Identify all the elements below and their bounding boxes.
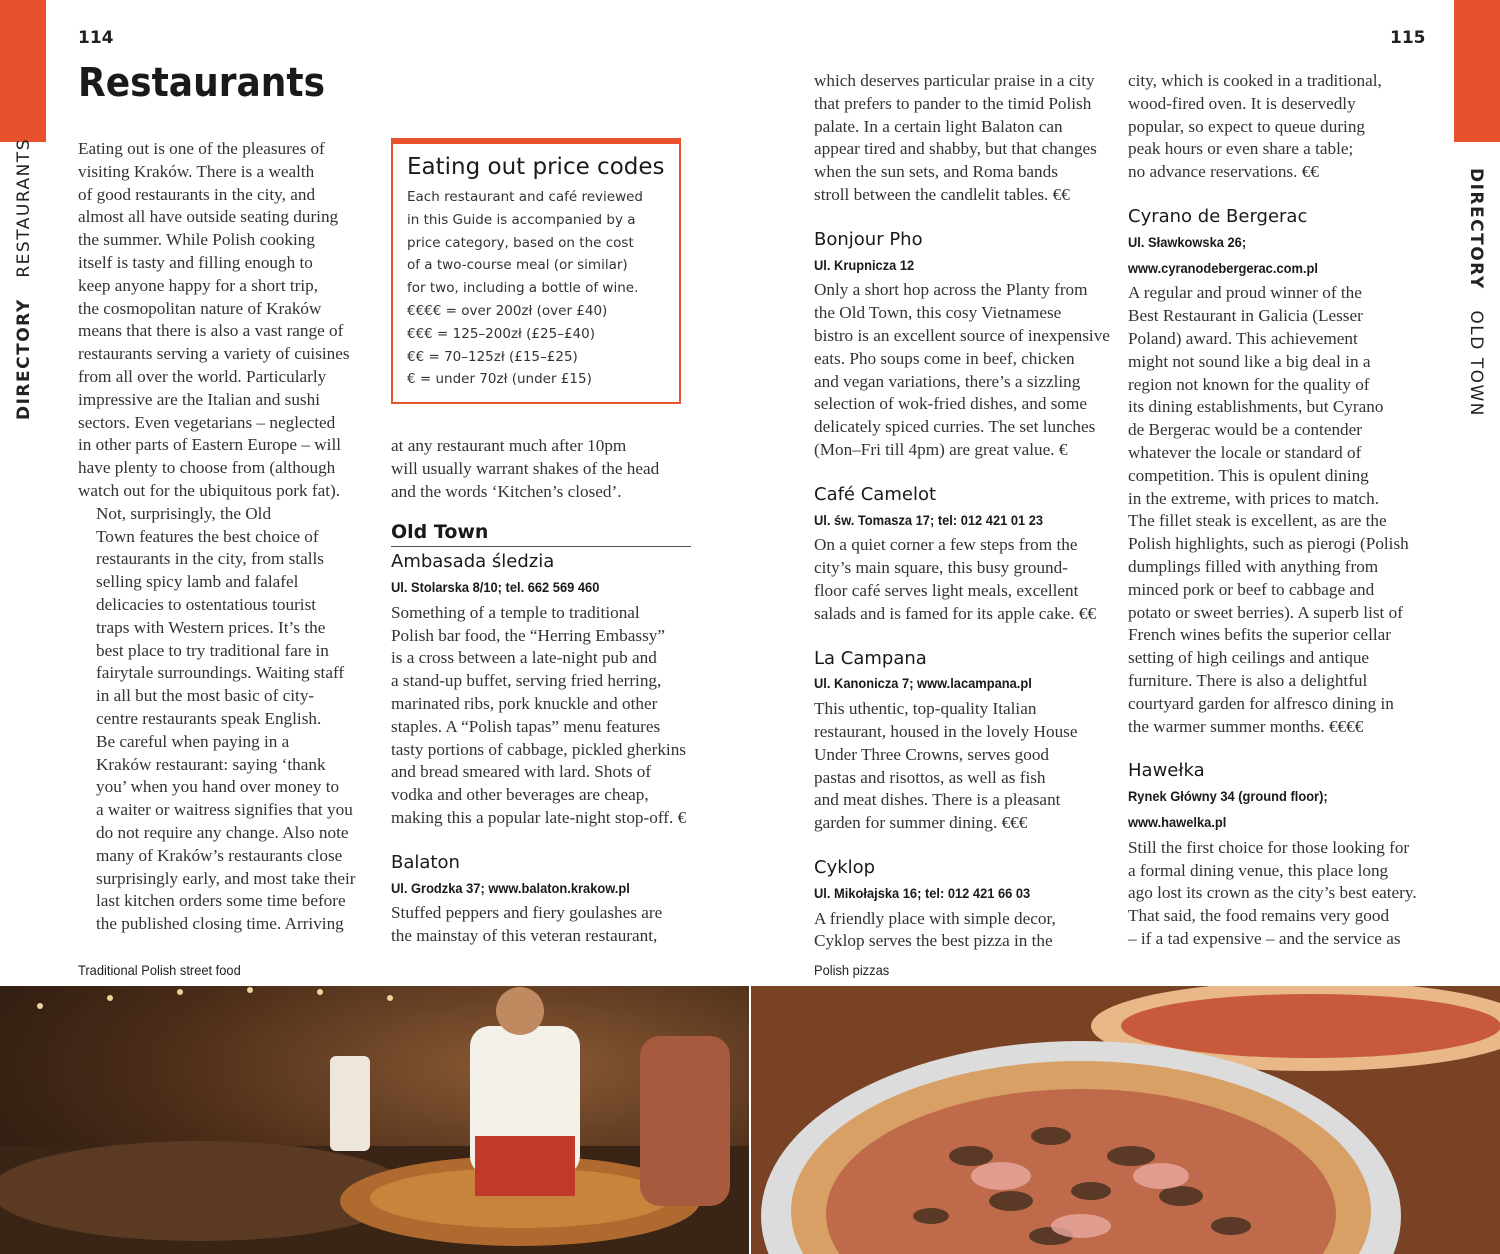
text-line: best place to try traditional fare in: [96, 640, 329, 660]
column-3-intro: [814, 70, 1114, 207]
restaurant-text-cyrano: [1128, 282, 1428, 738]
text-line: the Old Town, this cosy Vietnamese: [814, 303, 1062, 323]
restaurant-name-balaton: Balaton: [391, 851, 460, 873]
page-number-right: 115: [1390, 28, 1426, 48]
text-line: fairytale surroundings. Waiting staff: [96, 663, 345, 683]
right-tab-marker: [1454, 0, 1500, 142]
column-4-intro: [1128, 70, 1428, 184]
text-line: restaurants in the city, from stalls: [96, 549, 324, 569]
column-4: [1128, 70, 1428, 951]
column-1: [78, 138, 373, 936]
side-label-left: [14, 138, 34, 420]
text-line: for two, including a bottle of wine.: [407, 280, 639, 297]
text-line: minced pork or beef to cabbage and: [1128, 579, 1375, 599]
text-line: garden for summer dining. €€€: [814, 813, 1028, 833]
text-line: keep anyone happy for a short trip,: [78, 275, 319, 295]
restaurant-address-la-campana: Ul. Kanonicza 7; www.lacampana.pl: [814, 675, 1032, 692]
text-line: in this Guide is accompanied by a: [407, 211, 636, 228]
side-label-right-bold: DIRECTORY: [1466, 168, 1486, 290]
text-line: will usually warrant shakes of the head: [391, 458, 660, 478]
text-line: Polish bar food, the “Herring Embassy”: [391, 625, 665, 645]
text-line: impressive are the Italian and sushi: [78, 389, 320, 409]
restaurant-name-ambasada: Ambasada śledzia: [391, 551, 555, 573]
text-line: the mainstay of this veteran restaurant,: [391, 926, 658, 946]
text-line: staples. A “Polish tapas” menu features: [391, 716, 661, 736]
text-line: the summer. While Polish cooking: [78, 230, 315, 250]
restaurant-address-balaton: Ul. Grodzka 37; www.balaton.krakow.pl: [391, 879, 630, 896]
restaurant-name-bonjour-pho: Bonjour Pho: [814, 228, 923, 250]
text-line: stroll between the candlelit tables. €€: [814, 184, 1070, 204]
text-line: Stuffed peppers and fiery goulashes are: [391, 903, 663, 923]
side-label-left-bold: DIRECTORY: [14, 298, 34, 420]
price-codes-lines: [407, 186, 665, 391]
text-line: Be careful when paying in a: [96, 731, 290, 751]
text-line: sectors. Even vegetarians – neglected: [78, 412, 336, 432]
text-line: Each restaurant and café reviewed: [407, 189, 644, 205]
text-line: and meat dishes. There is a pleasant: [814, 790, 1061, 810]
text-line: vodka and other beverages are cheap,: [391, 785, 649, 805]
restaurant-website-hawelka: www.hawelka.pl: [1128, 813, 1227, 830]
text-line: pastas and risottos, as well as fish: [814, 767, 1046, 787]
side-label-right: [1466, 168, 1486, 417]
text-line: That said, the food remains very good: [1128, 906, 1390, 926]
text-line: popular, so expect to queue during: [1128, 116, 1366, 136]
text-line: might not sound like a big deal in a: [1128, 351, 1371, 371]
text-line: and bread smeared with lard. Shots of: [391, 762, 652, 782]
text-line: This uthentic, top-quality Italian: [814, 699, 1037, 719]
text-line: the published closing time. Arriving: [96, 914, 344, 934]
restaurant-address-bonjour-pho: Ul. Krupnicza 12: [814, 256, 915, 273]
text-line: Kraków restaurant: saying ‘thank: [96, 754, 326, 774]
column-2-intro: [391, 435, 691, 503]
text-line: € = under 70zł (under £15): [407, 371, 592, 388]
text-line: in all but the most basic of city-: [96, 686, 315, 706]
text-line: making this a popular late-night stop-off. €: [391, 807, 687, 827]
column-2: [391, 435, 691, 948]
restaurant-text-cafe-camelot: [814, 534, 1114, 625]
restaurant-name-cafe-camelot: Café Camelot: [814, 483, 937, 505]
price-codes-box: [391, 138, 681, 404]
text-line: restaurant, housed in the lovely House: [814, 721, 1078, 741]
restaurant-text-ambasada: [391, 602, 691, 830]
text-line: visiting Kraków. There is a wealth: [78, 161, 315, 181]
text-line: city’s main square, this busy ground-: [814, 558, 1068, 578]
text-line: in the extreme, with prices to match.: [1128, 488, 1380, 508]
restaurant-text-balaton: [391, 902, 691, 948]
text-line: a waiter or waitress signifies that you: [96, 800, 353, 820]
restaurant-text-hawelka: [1128, 837, 1428, 951]
caption-street-food: Traditional Polish street food: [78, 962, 241, 978]
text-line: and vegan variations, there’s a sizzling: [814, 371, 1081, 391]
text-line: many of Kraków’s restaurants close: [96, 845, 343, 865]
text-line: dumplings filled with anything from: [1128, 556, 1379, 576]
text-line: €€ = 70–125zł (£15–£25): [407, 348, 578, 365]
text-line: of good restaurants in the city, and: [78, 184, 316, 204]
text-line: A regular and proud winner of the: [1128, 283, 1362, 303]
text-line: region not known for the quality of: [1128, 374, 1370, 394]
restaurant-website-cyrano: www.cyranodebergerac.com.pl: [1128, 259, 1318, 276]
restaurant-address-cyrano: Ul. Sławkowska 26;: [1128, 233, 1247, 250]
text-line: eats. Pho soups come in beef, chicken: [814, 348, 1075, 368]
side-label-left-plain: RESTAURANTS: [14, 138, 34, 278]
text-line: restaurants serving a variety of cuisines: [78, 344, 350, 364]
street-food-photo: [0, 986, 749, 1254]
text-line: traps with Western prices. It’s the: [96, 617, 326, 637]
text-line: setting of high ceilings and antique: [1128, 648, 1370, 668]
text-line: Under Three Crowns, serves good: [814, 744, 1050, 764]
restaurant-text-bonjour-pho: [814, 279, 1114, 461]
text-line: appear tired and shabby, but that changes: [814, 139, 1097, 159]
text-line: and the words ‘Kitchen’s closed’.: [391, 481, 622, 501]
price-codes-title: Eating out price codes: [407, 154, 665, 180]
text-line: city, which is cooked in a traditional,: [1128, 71, 1382, 90]
text-line: delicacies to ostentatious tourist: [96, 594, 317, 614]
text-line: whatever the locale or standard of: [1128, 442, 1362, 462]
text-line: Cyklop serves the best pizza in the: [814, 931, 1053, 951]
text-line: €€€€ = over 200zł (over £40): [407, 302, 608, 319]
left-tab-marker: [0, 0, 46, 142]
text-line: means that there is also a vast range of: [78, 321, 344, 341]
text-line: itself is tasty and filling enough to: [78, 252, 313, 272]
text-line: Only a short hop across the Planty from: [814, 280, 1088, 300]
text-line: at any restaurant much after 10pm: [391, 436, 627, 455]
text-line: when the sun sets, and Roma bands: [814, 162, 1058, 182]
text-line: salads and is famed for its apple cake. €€: [814, 603, 1097, 623]
text-line: peak hours or even share a table;: [1128, 139, 1354, 159]
text-line: – if a tad expensive – and the service as: [1128, 928, 1401, 948]
intro-paragraph-3: [78, 731, 373, 936]
text-line: tasty portions of cabbage, pickled gherkins: [391, 739, 686, 759]
restaurant-name-cyrano: Cyrano de Bergerac: [1128, 205, 1308, 227]
text-line: Town features the best choice of: [96, 526, 319, 546]
text-line: a formal dining venue, this place long: [1128, 860, 1389, 880]
text-line: Poland) award. This achievement: [1128, 328, 1358, 348]
text-line: the cosmopolitan nature of Kraków: [78, 298, 322, 318]
pizza-photo: [751, 986, 1500, 1254]
intro-paragraph-1: [78, 138, 373, 503]
text-line: Polish highlights, such as pierogi (Polish: [1128, 534, 1409, 554]
text-line: selection of wok-fried dishes, and some: [814, 394, 1088, 414]
text-line: marinated ribs, pork knuckle and other: [391, 693, 658, 713]
text-line: Not, surprisingly, the Old: [96, 503, 272, 523]
text-line: which deserves particular praise in a city: [814, 71, 1095, 90]
text-line: selling spicy lamb and falafel: [96, 572, 299, 592]
caption-pizzas: Polish pizzas: [814, 962, 890, 978]
restaurant-name-hawelka: Hawełka: [1128, 760, 1205, 782]
text-line: €€€ = 125–200zł (£25–£40): [407, 325, 595, 342]
page-title: Restaurants: [78, 60, 326, 106]
restaurant-name-cyklop: Cyklop: [814, 856, 876, 878]
page-number-left: 114: [78, 28, 114, 48]
restaurant-address-hawelka: Rynek Główny 34 (ground floor);: [1128, 788, 1328, 805]
restaurant-name-la-campana: La Campana: [814, 647, 927, 669]
restaurant-address-cyklop: Ul. Mikołajska 16; tel: 012 421 66 03: [814, 884, 1031, 901]
text-line: do not require any change. Also note: [96, 822, 349, 842]
text-line: of a two-course meal (or similar): [407, 257, 628, 274]
text-line: bistro is an excellent source of inexpensive: [814, 325, 1110, 345]
text-line: courtyard garden for alfresco dining in: [1128, 693, 1394, 713]
text-line: centre restaurants speak English.: [96, 708, 322, 728]
text-line: furniture. There is also a delightful: [1128, 670, 1368, 690]
side-label-right-plain: OLD TOWN: [1466, 310, 1486, 417]
text-line: that prefers to pander to the timid Polish: [814, 93, 1092, 113]
text-line: from all over the world. Particularly: [78, 366, 327, 386]
text-line: you’ when you hand over money to: [96, 777, 340, 797]
text-line: the warmer summer months. €€€€: [1128, 716, 1364, 736]
text-line: delicately spiced curries. The set lunches: [814, 417, 1096, 437]
text-line: French wines befits the superior cellar: [1128, 625, 1391, 645]
text-line: surprisingly early, and most take their: [96, 868, 356, 888]
restaurant-text-la-campana: [814, 698, 1114, 835]
text-line: is a cross between a late-night pub and: [391, 648, 657, 668]
text-line: a stand-up buffet, serving fried herring,: [391, 671, 662, 691]
text-line: ago lost its crown as the city’s best eatery.: [1128, 883, 1417, 903]
text-line: almost all have outside seating during: [78, 207, 339, 227]
restaurant-address-ambasada: Ul. Stolarska 8/10; tel. 662 569 460: [391, 578, 600, 595]
text-line: have plenty to choose from (although: [78, 458, 336, 478]
text-line: watch out for the ubiquitous pork fat).: [78, 480, 341, 500]
text-line: On a quiet corner a few steps from the: [814, 535, 1078, 555]
text-line: Best Restaurant in Galicia (Lesser: [1128, 306, 1363, 326]
restaurant-address-cafe-camelot: Ul. św. Tomasza 17; tel: 012 421 01 23: [814, 511, 1044, 528]
text-line: A friendly place with simple decor,: [814, 908, 1056, 928]
text-line: floor café serves light meals, excellent: [814, 580, 1079, 600]
text-line: Still the first choice for those looking for: [1128, 837, 1410, 857]
text-line: Something of a temple to traditional: [391, 602, 640, 622]
text-line: (Mon–Fri till 4pm) are great value. €: [814, 439, 1068, 459]
text-line: competition. This is opulent dining: [1128, 465, 1369, 485]
area-heading-old-town: Old Town: [391, 521, 691, 547]
text-line: wood-fired oven. It is deservedly: [1128, 93, 1356, 113]
text-line: price category, based on the cost: [407, 234, 634, 251]
restaurant-text-cyklop: [814, 908, 1114, 954]
text-line: palate. In a certain light Balaton can: [814, 116, 1063, 136]
column-3: [814, 70, 1114, 953]
intro-paragraph-2: [78, 503, 373, 731]
text-line: de Bergerac would be a contender: [1128, 420, 1362, 440]
text-line: last kitchen orders some time before: [96, 891, 346, 911]
text-line: The fillet steak is excellent, as are the: [1128, 511, 1387, 531]
text-line: its dining establishments, but Cyrano: [1128, 397, 1384, 417]
text-line: in other parts of Eastern Europe – will: [78, 435, 341, 455]
text-line: Eating out is one of the pleasures of: [78, 139, 325, 158]
text-line: no advance reservations. €€: [1128, 162, 1319, 182]
text-line: potato or sweet berries). A superb list of: [1128, 602, 1403, 622]
